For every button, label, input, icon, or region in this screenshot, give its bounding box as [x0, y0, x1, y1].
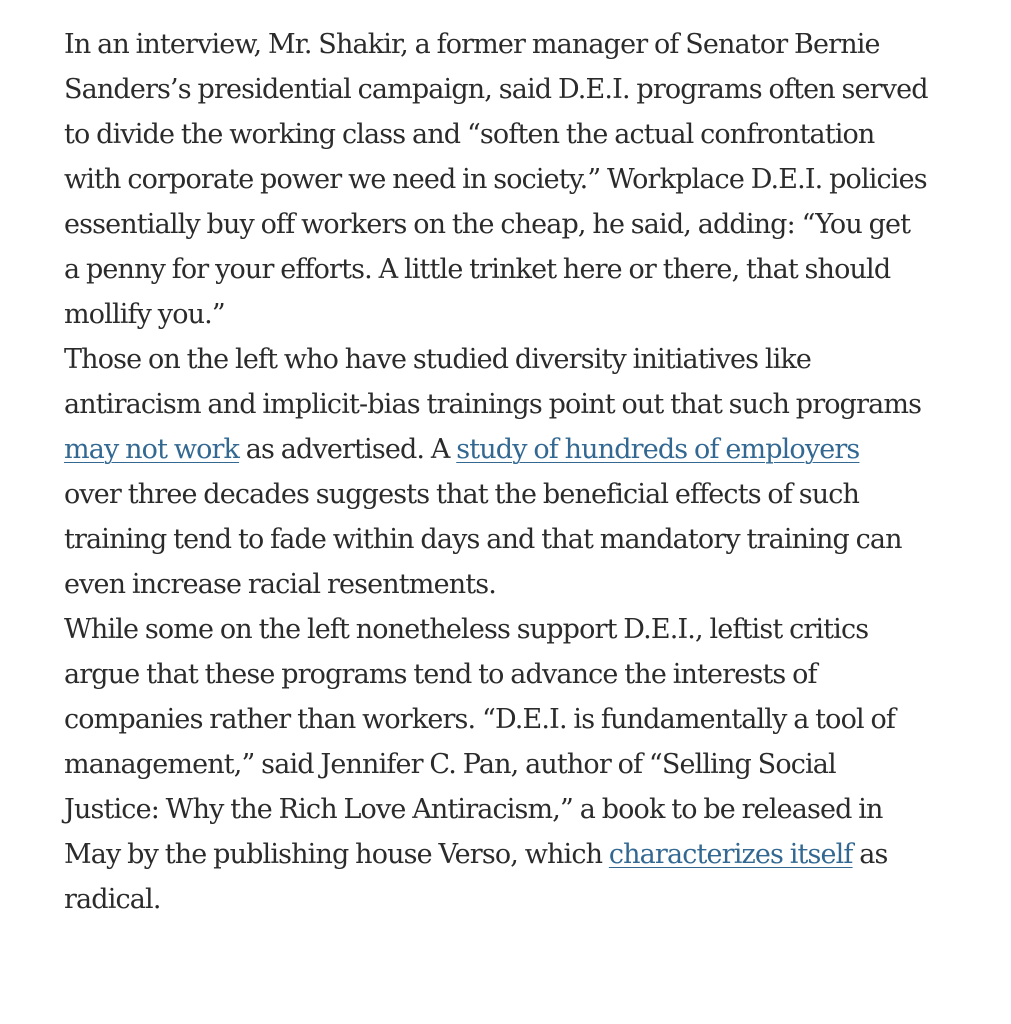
text-line: [64, 742, 994, 787]
link-study-of-hundreds-of-employers[interactable]: study of hundreds of employers: [456, 434, 860, 465]
text-line: [64, 697, 994, 742]
text-run: companies rather than workers. “D.E.I. is fundamentally a tool of: [64, 704, 896, 735]
text-run: even increase racial resentments.: [64, 569, 496, 600]
article-paragraph: [64, 22, 994, 337]
text-run: with corporate power we need in society.” Workplace D.E.I. policies: [64, 164, 927, 195]
text-line: [64, 382, 994, 427]
text-run: training tend to fade within days and that mandatory training can: [64, 524, 902, 555]
text-line: [64, 562, 994, 607]
text-line: [64, 607, 994, 652]
text-line: [64, 472, 994, 517]
text-line: [64, 67, 994, 112]
text-line: [64, 292, 994, 337]
text-run: essentially buy off workers on the cheap, he said, adding: “You get: [64, 209, 911, 240]
text-line: [64, 652, 994, 697]
text-line: [64, 202, 994, 247]
text-line: [64, 247, 994, 292]
article-body: [64, 22, 994, 922]
text-run: argue that these programs tend to advance the interests of: [64, 659, 817, 690]
text-run: Sanders’s presidential campaign, said D.E.I. programs often served: [64, 74, 928, 105]
text-run: antiracism and implicit-bias trainings point out that such programs: [64, 389, 922, 420]
link-may-not-work[interactable]: may not work: [64, 434, 240, 465]
text-run: In an interview, Mr. Shakir, a former manager of Senator Bernie: [64, 29, 880, 60]
text-run: a penny for your efforts. A little trinket here or there, that should: [64, 254, 891, 285]
text-line: [64, 22, 994, 67]
text-run: radical.: [64, 884, 161, 915]
text-line: [64, 832, 994, 877]
text-line: [64, 427, 994, 472]
text-run: May by the publishing house Verso, which: [64, 839, 609, 870]
text-line: [64, 157, 994, 202]
text-line: [64, 787, 994, 832]
text-line: [64, 877, 994, 922]
article-paragraph: [64, 607, 994, 922]
text-run: Justice: Why the Rich Love Antiracism,” a book to be released in: [64, 794, 883, 825]
text-line: [64, 337, 994, 382]
text-run: as advertised. A: [239, 434, 457, 465]
text-run: mollify you.”: [64, 299, 225, 330]
text-run: as: [852, 839, 888, 870]
text-line: [64, 112, 994, 157]
text-line: [64, 517, 994, 562]
text-run: While some on the left nonetheless support D.E.I., leftist critics: [64, 614, 869, 645]
article-paragraph: [64, 337, 994, 607]
text-run: management,” said Jennifer C. Pan, author of “Selling Social: [64, 749, 836, 780]
text-run: Those on the left who have studied diversity initiatives like: [64, 344, 812, 375]
link-characterizes-itself[interactable]: characterizes itself: [608, 839, 853, 870]
text-run: over three decades suggests that the beneficial effects of such: [64, 479, 860, 510]
text-run: to divide the working class and “soften the actual confrontation: [64, 119, 875, 150]
